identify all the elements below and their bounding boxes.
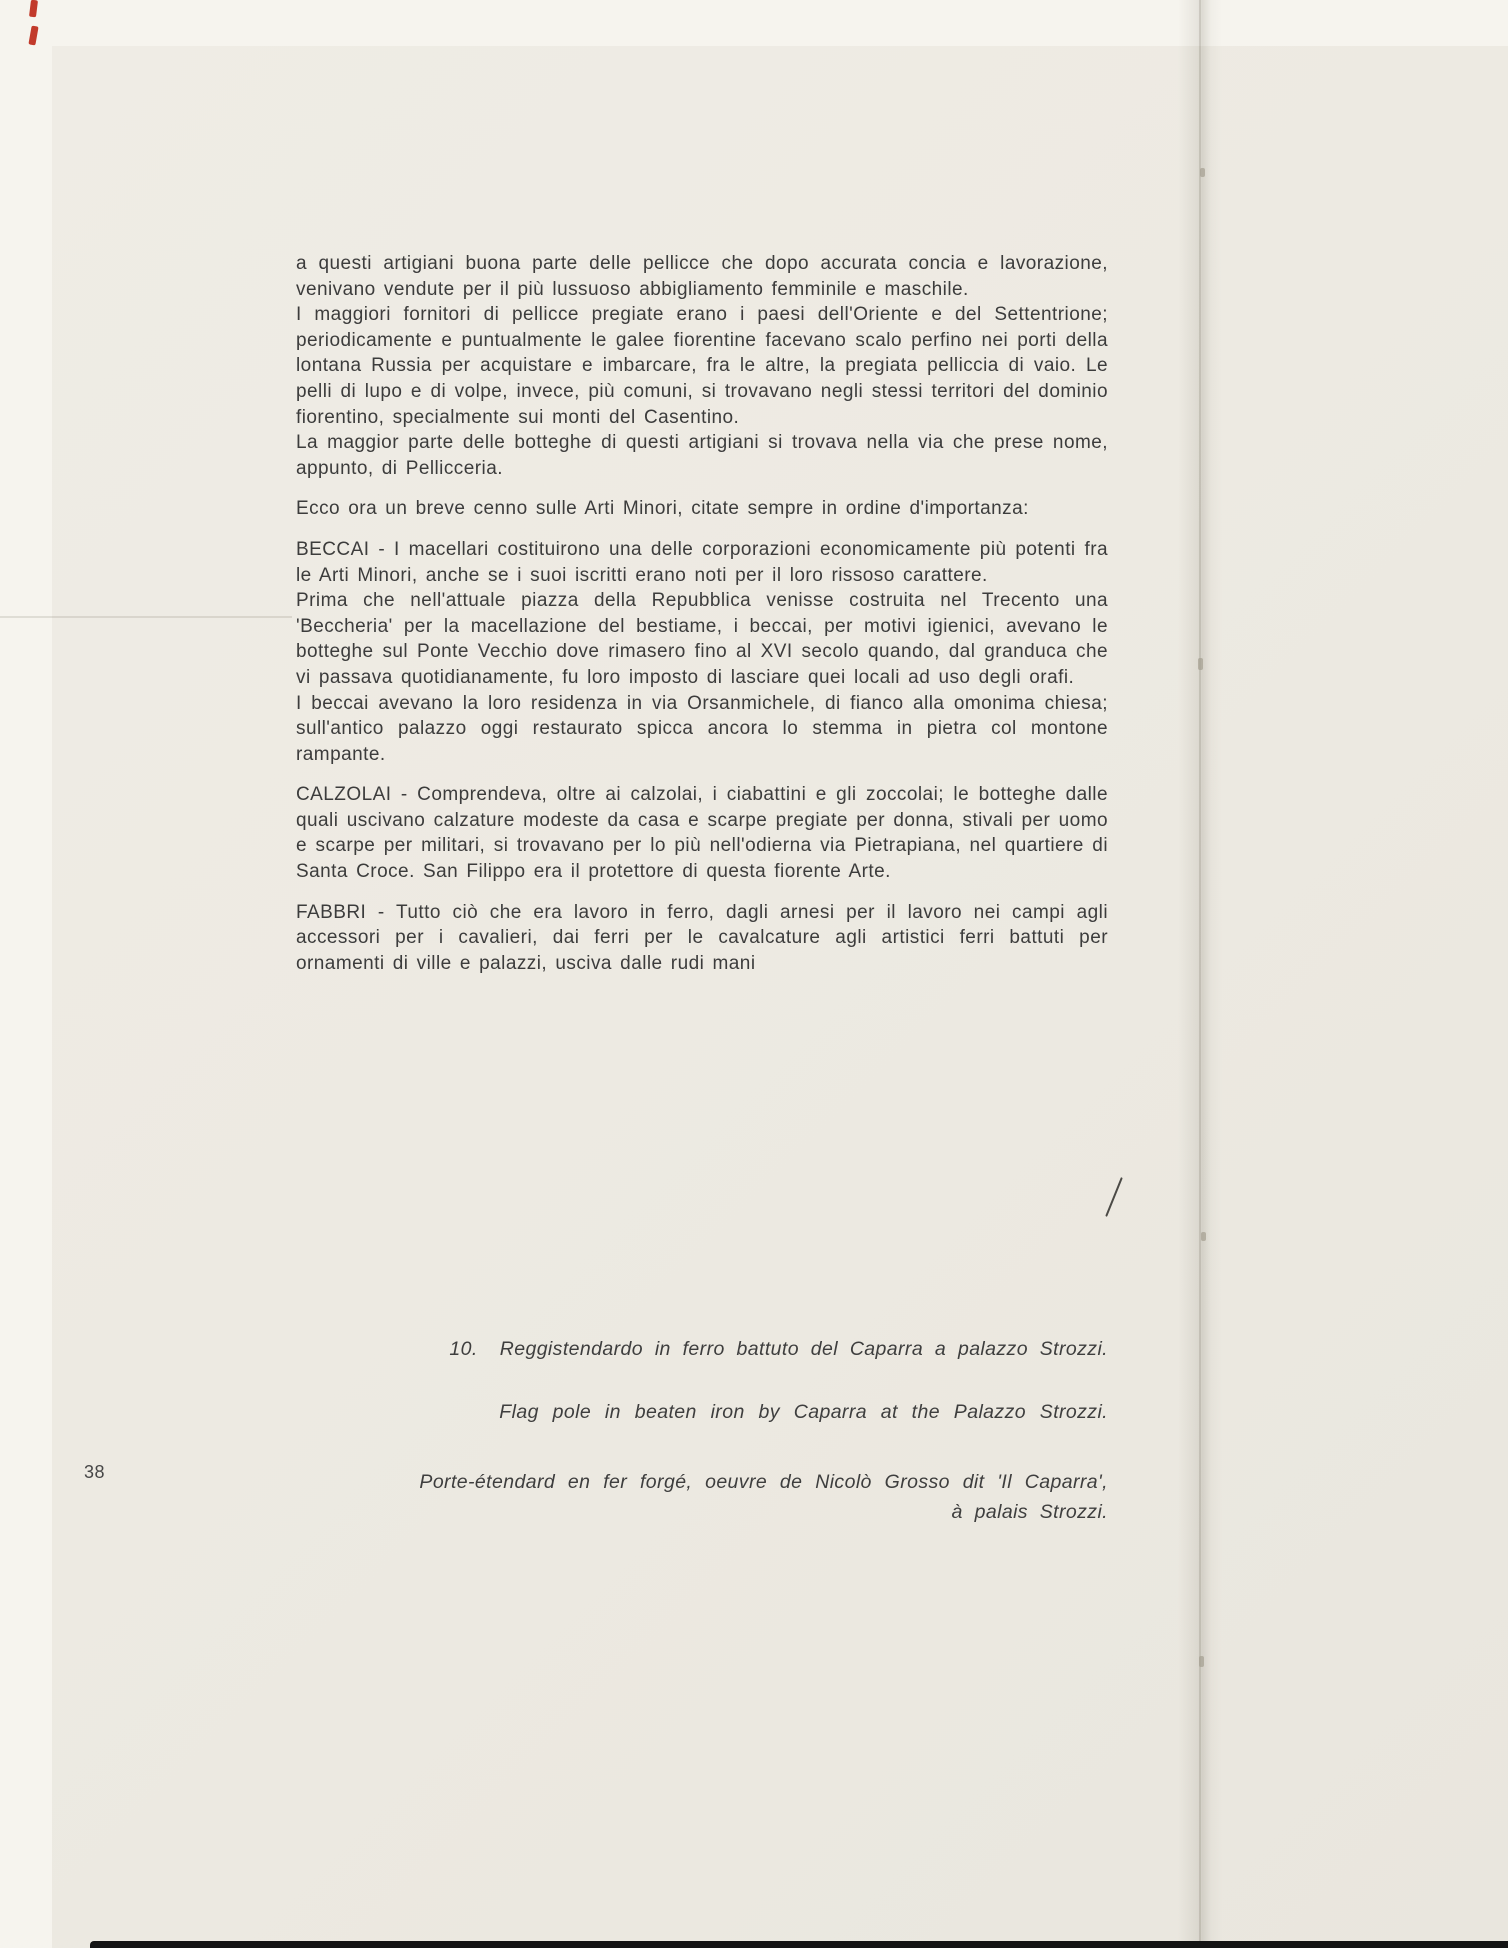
- caption-french-line2: à palais Strozzi.: [951, 1501, 1108, 1523]
- caption-italian-text: Reggistendardo in ferro battuto del Caparra a palazzo Strozzi.: [499, 1338, 1108, 1360]
- paragraph-beccai-1: BECCAI - I macellari costituirono una delle corporazioni economicamente più potenti fra le Arti Minori, anche se i suoi iscritti erano noti per il loro rissoso carattere.: [296, 538, 1108, 586]
- caption-figure-number: 10.: [449, 1338, 478, 1360]
- binding-speck: [1201, 1232, 1206, 1241]
- paragraph-pellicciai-2: I maggiori fornitori di pellicce pregiate erano i paesi dell'Oriente e del Settentrione; periodicamente e puntualmente le galee fiorentine facevano scalo perfino nei porti della lontana Russia per acquistare e imbarcare, fra le altre, la pregiata pelliccia di vaio. Le pelli di lupo e di volpe, invece, più comuni, si trovavano negli stessi territori del dominio fiorentino, specialmente sui monti del Casentino.: [296, 304, 1108, 428]
- caption-italian: [296, 1334, 1108, 1364]
- red-pen-mark: [28, 26, 38, 46]
- paragraph-pellicciai-3: La maggior parte delle botteghe di questi artigiani si trovava nella via che prese nome, appunto, di Pellicceria.: [296, 432, 1108, 479]
- paragraph-beccai-2: Prima che nell'attuale piazza della Repubblica venisse costruita nel Trecento una 'Beccheria' per la macellazione del bestiame, i beccai, per motivi igienici, avevano le botteghe sul Ponte Vecchio dove rimasero fino al XVI secolo quando, dal granduca che vi passava quotidianamente, fu loro imposto di lasciare quei locali ad uso degli orafi.: [296, 590, 1108, 688]
- scan-crease-line: [0, 616, 292, 618]
- binding-speck: [1200, 168, 1205, 177]
- paragraph-fabbri: FABBRI - Tutto ciò che era lavoro in ferro, dagli arnesi per il lavoro nei campi agli accessori per i cavalieri, dai ferri per le cavalcature agli artistici ferri battuti per ornamenti di ville e palazzi, usciva dalle rudi mani: [296, 901, 1108, 974]
- paragraph-pellicciai-1: a questi artigiani buona parte delle pellicce che dopo accurata concia e lavorazione, venivano vendute per il più lussuoso abbigliamento femminile e maschile.: [296, 253, 1108, 300]
- scan-edge-line: [90, 1941, 1508, 1948]
- figure-caption: [296, 1334, 1108, 1527]
- body-text: [296, 251, 1108, 976]
- paragraph-calzolai: CALZOLAI - Comprendeva, oltre ai calzolai, i ciabattini e gli zoccolai; le botteghe dalle quali uscivano calzature modeste da casa e scarpe pregiate per donna, stivali per uomo e scarpe per militari, si trovavano per lo più nell'odierna via Pietrapiana, nel quartiere di Santa Croce. San Filippo era il protettore di questa fiorente Arte.: [296, 784, 1108, 883]
- page-number: 38: [84, 1462, 106, 1482]
- paragraph-beccai-3: I beccai avevano la loro residenza in via Orsanmichele, di fianco alla omonima chiesa; sull'antico palazzo oggi restaurato spicca ancora lo stemma in pietra col montone rampante.: [296, 692, 1108, 765]
- red-pen-mark: [29, 0, 38, 17]
- caption-french-line1: Porte-étendard en fer forgé, oeuvre de Nicolò Grosso dit 'Il Caparra',: [419, 1471, 1108, 1493]
- caption-english: Flag pole in beaten iron by Caparra at the Palazzo Strozzi.: [499, 1401, 1108, 1423]
- paragraph-intro-arti-minori: Ecco ora un breve cenno sulle Arti Minori, citate sempre in ordine d'importanza:: [296, 498, 1029, 520]
- binding-speck: [1198, 658, 1203, 670]
- binding-speck: [1199, 1656, 1204, 1667]
